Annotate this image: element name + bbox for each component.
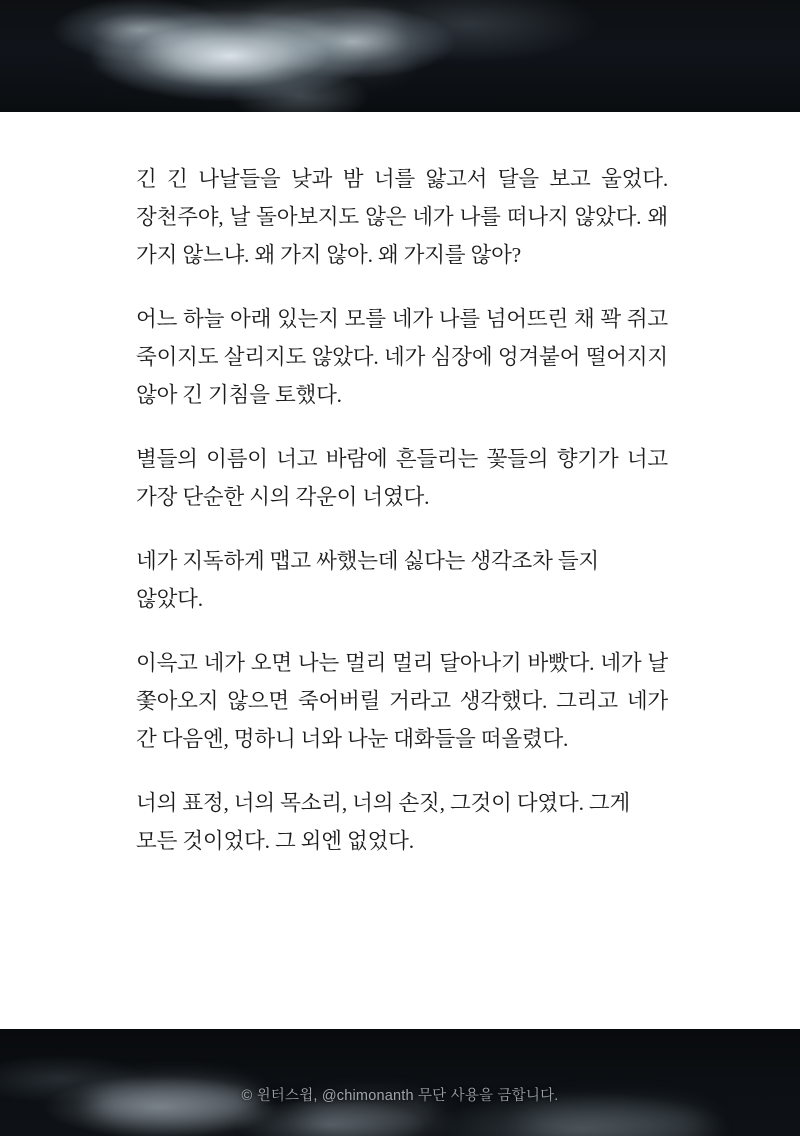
paragraph: 어느 하늘 아래 있는지 모를 네가 나를 넘어뜨린 채 꽉 쥐고 죽이지도 살리지도 않았다. 네가 심장에 엉겨붙어 떨어지지 않아 긴 기침을 토했다. xyxy=(136,307,668,407)
poem-body xyxy=(136,160,668,860)
paragraph: 이윽고 네가 오면 나는 멀리 멀리 달아나기 바빴다. 네가 날 쫓아오지 않으면 죽어버릴 거라고 생각했다. 그리고 네가 간 다음엔, 멍하니 너와 나눈 대화들을 떠올렸다. xyxy=(136,651,668,751)
copyright-credit: © 윈터스윕, @chimonanth 무단 사용을 금합니다. xyxy=(241,1088,559,1104)
paragraph: 별들의 이름이 너고 바람에 흔들리는 꽃들의 향기가 너고 가장 단순한 시의 각운이 너였다. xyxy=(136,447,668,509)
cloud-wisp xyxy=(250,0,400,48)
cloud-photo-banner-top xyxy=(0,0,800,112)
paragraph: 네가 지독하게 맵고 싸했는데 싫다는 생각조차 들지 않았다. xyxy=(136,549,600,611)
cloud-wisp xyxy=(95,34,225,76)
cloud-wisp xyxy=(300,46,410,80)
paragraph: 긴 긴 나날들을 낮과 밤 너를 앓고서 달을 보고 울었다. 장천주야, 날 돌아보지도 않은 네가 나를 떠나지 않았다. 왜 가지 않느냐. 왜 가지 않아. 왜 가지를 않아? xyxy=(136,167,668,267)
paragraph: 너의 표정, 너의 목소리, 너의 손짓, 그것이 다였다. 그게 모든 것이었다. 그 외엔 없었다. xyxy=(136,791,631,853)
cloud-wisp xyxy=(520,1105,710,1136)
cloud-photo-banner-bottom xyxy=(0,1029,800,1136)
